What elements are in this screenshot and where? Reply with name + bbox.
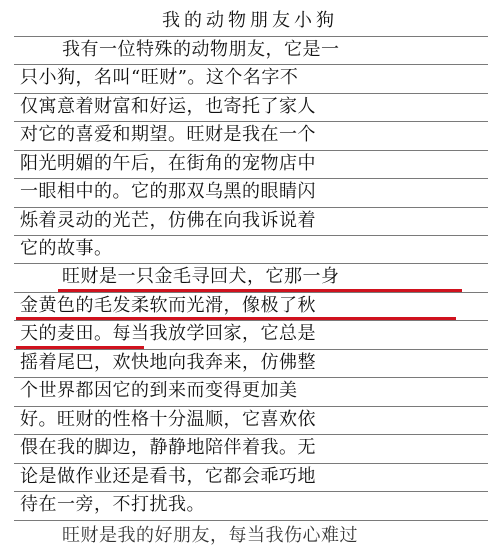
text-line: 只小狗，名叫“旺财”。这个名字不 [20, 67, 299, 88]
text-line: 待在一旁，不打扰我。 [20, 494, 205, 515]
essay-title: 我的动物朋友小狗 [162, 10, 338, 31]
text-line: 对它的喜爱和期望。旺财是我在一个 [20, 124, 316, 145]
text-line: 它的故事。 [20, 238, 113, 259]
text-line: 一眼相中的。它的那双乌黑的眼睛闪 [20, 181, 316, 202]
ruled-line [14, 520, 488, 521]
text-line: 旺财是一只金毛寻回犬，它那一身 [62, 266, 340, 287]
text-line: 金黄色的毛发柔软而光滑，像极了秋 [20, 295, 316, 316]
text-line: 天的麦田。每当我放学回家，它总是 [20, 323, 316, 344]
text-line: 烁着灵动的光芒，仿佛在向我诉说着 [20, 210, 316, 231]
text-line: 论是做作业还是看书，它都会乖巧地 [20, 466, 316, 487]
text-line: 摇着尾巴，欢快地向我奔来，仿佛整 [20, 352, 316, 373]
highlight-underline [16, 346, 144, 349]
text-line: 偎在我的脚边，静静地陪伴着我。无 [20, 437, 316, 458]
highlight-underline [58, 289, 462, 292]
highlight-underline [16, 317, 456, 320]
text-line: 好。旺财的性格十分温顺，它喜欢依 [20, 409, 316, 430]
text-line: 我有一位特殊的动物朋友，它是一 [62, 39, 340, 60]
text-line: 仅寓意着财富和好运，也寄托了家人 [20, 96, 316, 117]
text-line: 个世界都因它的到来而变得更加美 [20, 380, 298, 401]
text-line: 旺财是我的好朋友，每当我伤心难过 [62, 525, 358, 546]
text-line: 阳光明媚的午后，在街角的宠物店中 [20, 153, 316, 174]
